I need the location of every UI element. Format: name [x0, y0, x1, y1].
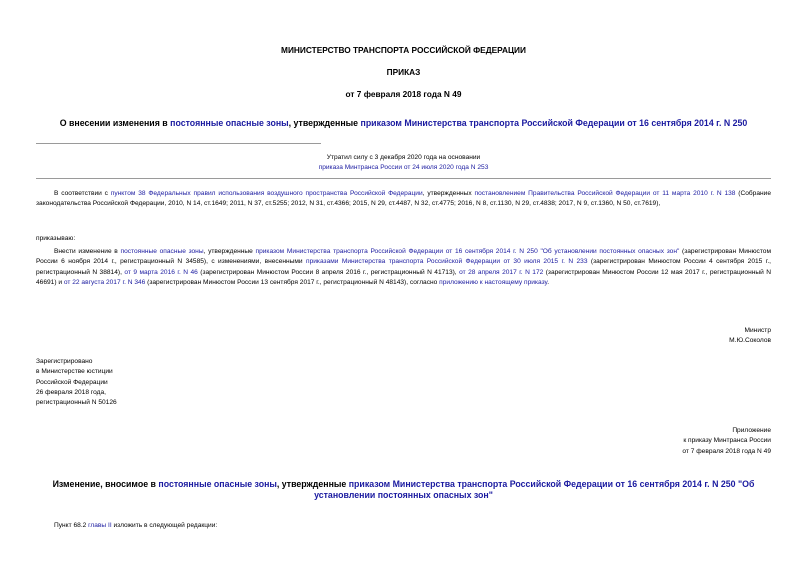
body-text-5: (зарегистрирован Минюстом России 8 апреля 2016 г., регистрационный N 41713), — [197, 268, 460, 276]
last-paragraph — [54, 521, 217, 531]
registration-line-2: в Министерстве юстиции — [36, 368, 113, 376]
body-link-order-233[interactable]: приказами Министерства транспорта Российской Федерации от 30 июля 2015 г. N 233 — [306, 258, 588, 266]
document-title — [0, 118, 807, 128]
registration-block — [36, 357, 117, 408]
title-link-order-250[interactable]: приказом Министерства транспорта Российской Федерации от 16 сентября 2014 г. N 250 — [360, 118, 748, 128]
body-paragraph — [36, 247, 771, 288]
signature-name: М.Ю.Соколов — [729, 337, 771, 345]
preamble-text-2: , утвержденных — [422, 190, 475, 197]
order-word: приказываю: — [36, 235, 76, 242]
appendix-title-link-zones[interactable]: постоянные опасные зоны — [158, 479, 277, 489]
body-text-7: (зарегистрирован Минюстом России 13 сентября 2017 г., регистрационный N 48143), согласно — [145, 278, 440, 286]
preamble-text-1: В соответствии с — [54, 190, 111, 197]
body-link-order-46[interactable]: от 9 марта 2016 г. N 46 — [124, 268, 198, 276]
appendix-title-link-order-250[interactable]: приказом Министерства транспорта Российской Федерации от 16 сентября 2014 г. N 250 "Об установлении постоянных опасных зон" — [314, 479, 755, 500]
appendix-reference — [682, 426, 771, 457]
body-text-6: (зарегистрирован Минюстом России 12 мая 2017 г., регистрационный N 46691) и — [36, 268, 771, 286]
body-text-8: . — [547, 278, 550, 286]
preamble-link-rules[interactable]: пунктом 38 Федеральных правил использования воздушного пространства Российской Федерации — [110, 190, 423, 197]
preamble-link-government-decree[interactable]: постановлением Правительства Российской Федерации от 11 марта 2010 г. N 138 — [474, 190, 736, 197]
body-text-2: , утвержденные — [203, 248, 256, 255]
appendix-ref-line-2: к приказу Минтранса России — [683, 437, 771, 445]
preamble-text-3: (Собрание законодательства Российской Федерации, 2010, N 14, ст.1649; 2011, N 37, ст.5255; 2012, N 31, ст.4366; 2015, N 29, ст.4487, N 32, ст.4775; 2016, N 8, ст.1130, N 29, ст.4838; 2017, N 9, ст.1360, N 50, ст.7619), — [36, 190, 772, 208]
body-text-1: Внести изменение в — [54, 248, 121, 255]
status-divider-top — [36, 143, 321, 144]
appendix-ref-line-3: от 7 февраля 2018 года N 49 — [682, 447, 771, 455]
appendix-title-text-2: , утвержденные — [276, 479, 349, 489]
signature-block — [729, 326, 771, 347]
ministry-heading: МИНИСТЕРСТВО ТРАНСПОРТА РОССИЙСКОЙ ФЕДЕРАЦИИ — [281, 45, 526, 55]
body-link-order-172[interactable]: от 28 апреля 2017 г. N 172 — [459, 268, 544, 276]
doc-date-number: от 7 февраля 2018 года N 49 — [345, 89, 462, 99]
title-text-2: , утвержденные — [288, 118, 361, 128]
preamble-paragraph — [36, 189, 771, 210]
body-link-appendix[interactable]: приложению к настоящему приказу — [439, 278, 548, 286]
registration-line-3: Российской Федерации — [36, 378, 108, 386]
registration-line-5: регистрационный N 50126 — [36, 399, 117, 407]
status-line: Утратил силу с 3 декабря 2020 года на основании — [326, 154, 481, 161]
title-text-1: О внесении изменения в — [59, 118, 171, 128]
last-para-link-chapter-2[interactable]: главы II — [88, 522, 112, 529]
doc-type-heading: ПРИКАЗ — [386, 67, 421, 77]
last-para-text-2: изложить в следующей редакции: — [111, 522, 218, 529]
signature-position: Министр — [744, 327, 771, 334]
status-divider-bottom — [36, 178, 771, 179]
status-link-order-253[interactable]: приказа Минтранса России от 24 июля 2020 года N 253 — [318, 164, 489, 171]
body-text-4: (зарегистрирован Минюстом России 4 сентября 2015 г., регистрационный N 38814), — [36, 258, 771, 276]
body-link-order-250[interactable]: приказом Министерства транспорта Российской Федерации от 16 сентября 2014 г. N 250 "Об установлении постоянных опасных зон" — [255, 248, 680, 255]
appendix-title-text-1: Изменение, вносимое в — [52, 479, 159, 489]
last-para-text-1: Пункт 68.2 — [54, 522, 89, 529]
body-link-zones[interactable]: постоянные опасные зоны — [120, 248, 204, 255]
body-link-order-346[interactable]: от 22 августа 2017 г. N 346 — [63, 278, 146, 286]
appendix-title — [48, 479, 759, 501]
body-text-3: (зарегистрирован Минюстом России 6 ноября 2014 г., регистрационный N 34585), с изменениями, внесенными — [36, 248, 771, 266]
registration-line-1: Зарегистрировано — [36, 358, 93, 365]
title-link-zones[interactable]: постоянные опасные зоны — [170, 118, 289, 128]
registration-line-4: 26 февраля 2018 года, — [36, 388, 106, 396]
appendix-ref-line-1: Приложение — [732, 427, 771, 434]
